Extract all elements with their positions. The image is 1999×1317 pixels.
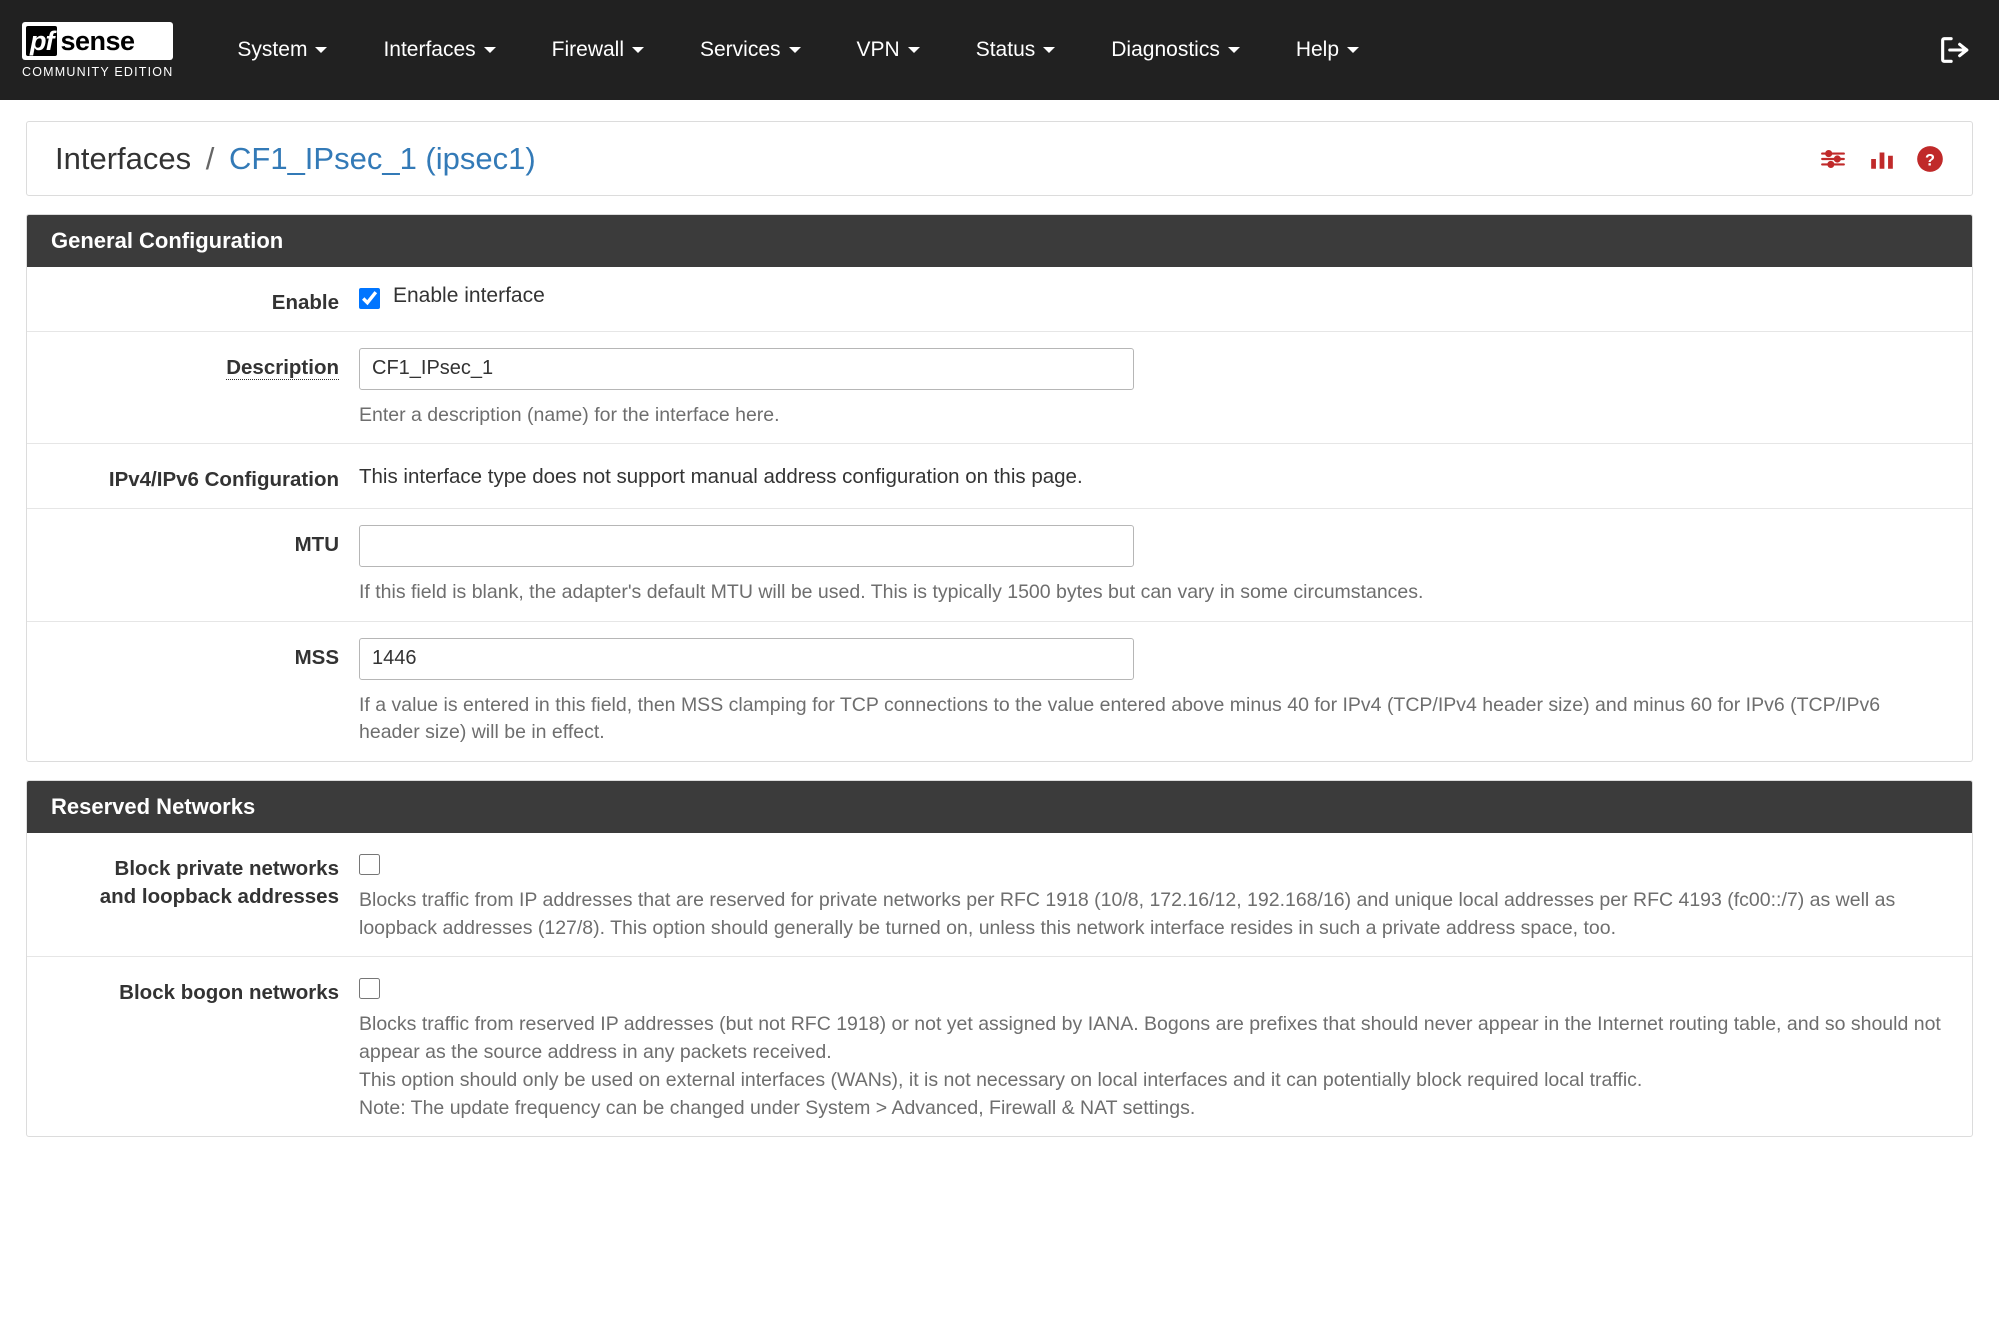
row-enable [27, 267, 1972, 332]
nav-item-status[interactable] [948, 0, 1084, 100]
chevron-down-icon [315, 47, 327, 53]
enable-interface-checkbox[interactable] [359, 288, 380, 309]
label-mss: MSS [294, 645, 339, 669]
nav-label-status: Status [975, 38, 1036, 61]
breadcrumb-current[interactable]: CF1_IPsec_1 (ipsec1) [229, 140, 536, 176]
brand-subtitle: COMMUNITY EDITION [22, 64, 174, 79]
mtu-help: If this field is blank, the adapter's default MTU will be used. This is typically 1500 bytes but can vary in some circumstances. [359, 581, 1424, 604]
row-block-private-networks [27, 833, 1972, 957]
nav-label-firewall: Firewall [551, 38, 624, 61]
chevron-down-icon [484, 47, 496, 53]
label-block-private-line1: Block private networks [114, 857, 339, 881]
enable-checkbox-row [359, 283, 1942, 309]
chevron-down-icon [789, 47, 801, 53]
label-block-bogon-networks: Block bogon networks [119, 981, 339, 1005]
chevron-down-icon [908, 47, 920, 53]
enable-interface-label[interactable]: Enable interface [393, 284, 545, 307]
mtu-input[interactable] [359, 525, 1134, 567]
field-enable [357, 283, 1972, 317]
general-configuration-panel [26, 214, 1973, 762]
field-block-private-networks [357, 849, 1972, 942]
label-description-text: Description [226, 355, 339, 379]
row-ip-configuration [27, 444, 1972, 509]
block-bogon-help-line2: This option should only be used on external interfaces (WANs), it is not necessary on local interfaces and it can potentially block required local traffic. [359, 1068, 1643, 1091]
block-private-networks-checkbox[interactable] [359, 854, 380, 875]
nav-label-services: Services [700, 38, 781, 61]
nav-label-vpn: VPN [856, 38, 900, 61]
label-block-private-line2: and loopback addresses [99, 884, 339, 908]
ip-configuration-text: This interface type does not support manual address configuration on this page. [359, 465, 1083, 489]
general-configuration-heading: General Configuration [27, 215, 1972, 267]
chevron-down-icon [632, 47, 644, 53]
logout-icon[interactable] [1937, 33, 1971, 67]
mss-input[interactable] [359, 638, 1134, 680]
label-description [27, 348, 357, 430]
nav-menu [209, 0, 1387, 100]
chevron-down-icon [1347, 47, 1359, 53]
label-block-private-networks [27, 849, 357, 942]
nav-item-help[interactable] [1268, 0, 1387, 100]
nav-item-interfaces[interactable] [355, 0, 523, 100]
sliders-icon[interactable] [1818, 146, 1848, 172]
description-help: Enter a description (name) for the interface here. [359, 403, 780, 426]
block-private-networks-help: Blocks traffic from IP addresses that are reserved for private networks per RFC 1918 (10/8, 172.16/12, 192.168/16) and unique local addresses per RFC 4193 (fc00::/7) as well as loopback addresses (127/8). This option should generally be turned on, unless this network interface resides in such a private address space, too. [359, 889, 1896, 939]
description-input[interactable] [359, 348, 1134, 390]
nav-item-system[interactable] [209, 0, 355, 100]
chevron-down-icon [1043, 47, 1055, 53]
row-block-bogon-networks [27, 957, 1972, 1136]
label-enable: Enable [271, 291, 339, 314]
chevron-down-icon [1228, 47, 1240, 53]
nav-label-diagnostics: Diagnostics [1111, 38, 1220, 61]
field-mtu [357, 525, 1972, 607]
breadcrumb-root: Interfaces [55, 140, 192, 176]
svg-text:?: ? [1925, 150, 1935, 169]
brand-logo-box [22, 22, 173, 60]
row-mtu [27, 509, 1972, 622]
row-description [27, 332, 1972, 445]
field-description [357, 348, 1972, 430]
field-ip-configuration [357, 460, 1972, 494]
block-bogon-networks-checkbox[interactable] [359, 978, 380, 999]
page-header [26, 121, 1973, 196]
page-header-icons [1818, 145, 1944, 173]
field-mss [357, 638, 1972, 747]
brand-sense-text: sense [60, 25, 135, 56]
reserved-networks-panel [26, 780, 1973, 1137]
block-bogon-help-line1: Blocks traffic from reserved IP addresses (but not RFC 1918) or not yet assigned by IANA. Bogons are prefixes that should never appear in the Internet routing table, and so should not appear as the source address in any packets received. [359, 1013, 1941, 1064]
nav-label-help: Help [1295, 38, 1340, 61]
label-mtu: MTU [294, 533, 339, 557]
reserved-networks-heading: Reserved Networks [27, 781, 1972, 833]
nav-label-system: System [237, 38, 308, 61]
mss-help: If a value is entered in this field, then MSS clamping for TCP connections to the value entered above minus 40 for IPv4 (TCP/IPv4 header size) and minus 60 for IPv6 (TCP/IPv6 header size) will be in effect. [359, 693, 1881, 744]
pfsense-logo[interactable] [22, 22, 173, 79]
nav-label-interfaces: Interfaces [383, 38, 476, 61]
top-navbar [0, 0, 1999, 100]
breadcrumb [55, 141, 536, 177]
breadcrumb-separator: / [205, 140, 215, 176]
label-ip-configuration: IPv4/IPv6 Configuration [108, 468, 339, 492]
nav-item-diagnostics[interactable] [1083, 0, 1268, 100]
block-bogon-help-line3: Note: The update frequency can be changed under System > Advanced, Firewall & NAT settings. [359, 1096, 1196, 1119]
row-mss [27, 622, 1972, 761]
nav-item-vpn[interactable] [829, 0, 948, 100]
chart-icon[interactable] [1868, 146, 1896, 172]
help-icon[interactable] [1916, 145, 1944, 173]
nav-item-firewall[interactable] [524, 0, 672, 100]
nav-item-services[interactable] [672, 0, 829, 100]
field-block-bogon-networks [357, 973, 1972, 1122]
brand-pf-text: pf [26, 26, 57, 56]
block-bogon-networks-help [359, 1011, 1942, 1122]
